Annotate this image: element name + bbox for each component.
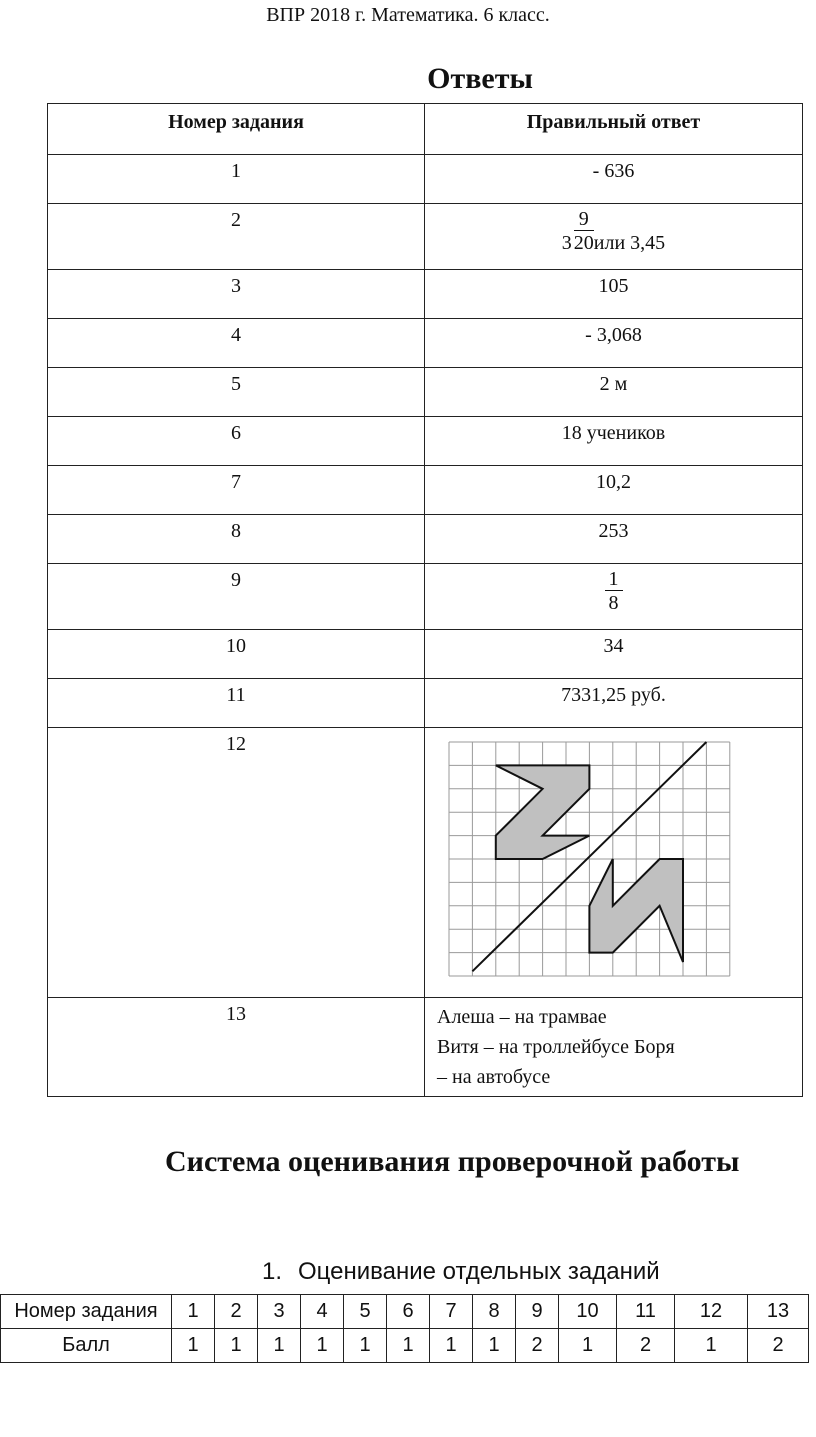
score-value: 1	[172, 1329, 215, 1363]
score-value: 1	[387, 1329, 430, 1363]
fraction-numerator: 1	[605, 568, 623, 591]
answer-value	[425, 204, 803, 270]
answer-value: - 636	[425, 155, 803, 204]
answers-header-row	[48, 104, 803, 155]
task-number: 4	[48, 319, 425, 368]
fraction-denominator: 8	[608, 592, 619, 614]
table-row	[48, 270, 803, 319]
table-row	[48, 728, 803, 998]
task-number: 1	[48, 155, 425, 204]
answer-value	[425, 998, 803, 1097]
table-row	[48, 368, 803, 417]
answer-figure	[425, 728, 803, 998]
answer-value: 18 учеников	[425, 417, 803, 466]
table-row	[48, 204, 803, 270]
scores-score-row	[1, 1329, 809, 1363]
score-task-number: 10	[559, 1295, 617, 1329]
fraction-denominator: 20	[573, 232, 594, 254]
row-label-task: Номер задания	[1, 1295, 172, 1329]
score-value: 1	[675, 1329, 748, 1363]
table-row	[48, 319, 803, 368]
symmetry-figure	[443, 738, 733, 978]
score-task-number: 1	[172, 1295, 215, 1329]
answer-value: 105	[425, 270, 803, 319]
task-number: 10	[48, 630, 425, 679]
answer-line: Витя – на троллейбусе Боря	[437, 1036, 675, 1058]
score-value: 1	[301, 1329, 344, 1363]
grading-subtitle	[262, 1258, 660, 1286]
answer-value: 34	[425, 630, 803, 679]
score-value: 1	[559, 1329, 617, 1363]
subtitle-text: Оценивание отдельных заданий	[298, 1258, 660, 1285]
fraction-numerator: 9	[574, 208, 594, 231]
column-header-answer: Правильный ответ	[425, 104, 803, 155]
score-value: 2	[516, 1329, 559, 1363]
score-value: 1	[215, 1329, 258, 1363]
fraction	[574, 208, 594, 255]
score-value: 2	[748, 1329, 809, 1363]
score-task-number: 9	[516, 1295, 559, 1329]
answer-value: 2 м	[425, 368, 803, 417]
score-value: 2	[617, 1329, 675, 1363]
score-task-number: 8	[473, 1295, 516, 1329]
table-row	[48, 515, 803, 564]
score-value: 1	[473, 1329, 516, 1363]
score-task-number: 6	[387, 1295, 430, 1329]
score-value: 1	[258, 1329, 301, 1363]
task-number: 8	[48, 515, 425, 564]
score-task-number: 12	[675, 1295, 748, 1329]
task-number: 2	[48, 204, 425, 270]
score-task-number: 3	[258, 1295, 301, 1329]
column-header-task: Номер задания	[48, 104, 425, 155]
answer-alt: или 3,45	[593, 232, 666, 254]
scores-task-row	[1, 1295, 809, 1329]
subtitle-number: 1.	[262, 1258, 283, 1285]
task-number: 11	[48, 679, 425, 728]
score-task-number: 13	[748, 1295, 809, 1329]
fraction	[605, 568, 623, 615]
table-row	[48, 998, 803, 1097]
row-label-score: Балл	[1, 1329, 172, 1363]
answer-value: 7331,25 руб.	[425, 679, 803, 728]
task-number: 12	[48, 728, 425, 998]
score-value: 1	[344, 1329, 387, 1363]
mixed-fraction	[562, 208, 665, 255]
task-number: 13	[48, 998, 425, 1097]
answer-value	[425, 564, 803, 630]
answer-value: 253	[425, 515, 803, 564]
task-number: 7	[48, 466, 425, 515]
score-value: 1	[430, 1329, 473, 1363]
answer-line: Алеша – на трамвае	[437, 1006, 607, 1028]
table-row	[48, 155, 803, 204]
answer-value: 10,2	[425, 466, 803, 515]
answer-value: - 3,068	[425, 319, 803, 368]
task-number: 3	[48, 270, 425, 319]
fraction-whole: 3	[561, 232, 572, 254]
table-row	[48, 417, 803, 466]
answers-title: Ответы	[427, 62, 533, 95]
table-row	[48, 564, 803, 630]
score-task-number: 5	[344, 1295, 387, 1329]
scores-table	[0, 1294, 809, 1363]
page-header: ВПР 2018 г. Математика. 6 класс.	[266, 4, 550, 26]
task-number: 6	[48, 417, 425, 466]
grading-title: Система оценивания проверочной работы	[165, 1145, 740, 1178]
table-row	[48, 630, 803, 679]
score-task-number: 4	[301, 1295, 344, 1329]
task-number: 9	[48, 564, 425, 630]
score-task-number: 11	[617, 1295, 675, 1329]
task-number: 5	[48, 368, 425, 417]
answer-line: – на автобусе	[437, 1066, 551, 1088]
answers-table	[47, 103, 803, 1097]
table-row	[48, 466, 803, 515]
score-task-number: 7	[430, 1295, 473, 1329]
table-row	[48, 679, 803, 728]
score-task-number: 2	[215, 1295, 258, 1329]
